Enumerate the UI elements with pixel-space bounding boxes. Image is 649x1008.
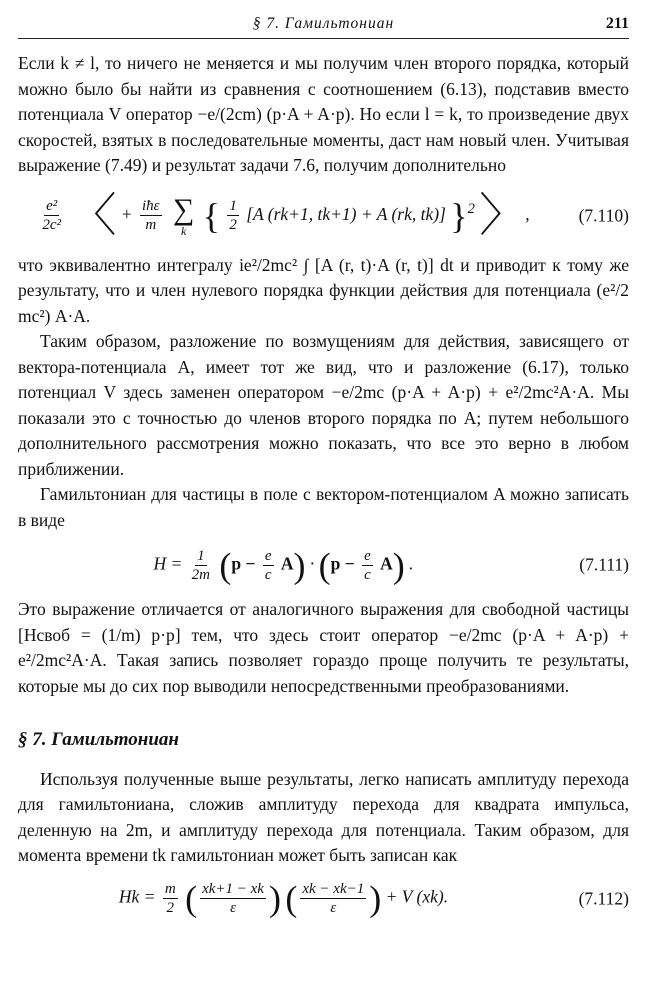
vector-a: A — [380, 553, 393, 574]
equation-7-112-body — [119, 880, 448, 917]
paragraph-5: Это выражение отличается от аналогичного выражения для свободной частицы [Hсвоб = (1/m) p·p] тем, что здесь стоит оператор −e/2mc (p·A + A·p) + e²/2mc²A·A. Такая запись позволяет гораздо проще получить те результаты, которые мы до сих пор выводили непосредственными преобразованиями. — [18, 599, 629, 696]
right-brace-icon: } — [450, 195, 468, 236]
potential-term: + V (xk). — [385, 886, 449, 907]
trailing-punct: , — [525, 203, 530, 224]
left-paren-icon: ( — [185, 878, 198, 919]
exponent: 2 — [467, 200, 475, 217]
equation-number: (7.110) — [578, 204, 629, 225]
section-heading: § 7. Гамильтониан — [18, 729, 179, 750]
right-paren-icon: ) — [293, 545, 306, 585]
book-page — [0, 8, 649, 1008]
fraction: $\frac{e}{c}$ — [364, 547, 371, 583]
page-number: 211 — [605, 15, 629, 32]
fraction: $\frac{\text{e²}}{\text{2c²}}$ — [42, 198, 62, 233]
equation-7-110-body — [37, 189, 530, 241]
paragraph-1: Если k ≠ l, то ничего не меняется и мы получим член второго порядка, который можно было бы найти из сравнения с соотношением (6.13), подставив вместо потенциала V оператор −e/(2cm) (p·A + A·p). Но если l = k, то произведение двух скоростей, взятых в последовательные моменты, даст нам новый член. Учитывая выражение (7.49) и результат задачи 7.6, получим дополнительно — [18, 53, 629, 175]
sigma-icon: ∑ — [172, 192, 195, 226]
vector-a: A — [280, 553, 294, 574]
paragraph-6: Используя полученные выше результаты, легко написать амплитуду перехода для гамильтониана, сложив амплитуду перехода для квадрата импульса, деленную на 2m, и амплитуду перехода для потенциала. Таким образом, для момента времени tk гамильтониан может быть записан как — [18, 768, 629, 865]
running-title: § 7. Гамильтониан — [252, 15, 395, 32]
fraction: $\frac{1}{2}$ — [229, 198, 237, 233]
fraction: $\frac{m}{2}$ — [164, 881, 176, 916]
fraction: $\frac{e}{c}$ — [264, 547, 272, 583]
equation-7-111 — [18, 533, 629, 597]
paragraph-2: что эквивалентно интегралу ie²/2mc² ∫ [A (r, t)·A (r, t)] dt и приводит к тому же результату, что и член нулевого порядка функции действия для потенциала (e²/2 mc²) A·A. — [18, 254, 629, 326]
lhs: Hk = — [118, 886, 156, 907]
equation-7-110 — [18, 179, 629, 253]
factor-b: p − — [330, 553, 355, 574]
right-paren-icon: ) — [369, 878, 382, 919]
fraction: $\frac{xk+1 - xk}{\varepsilon}$ — [202, 881, 264, 916]
fraction: $\frac{1}{2m}$ — [191, 547, 210, 583]
right-angle-bracket-icon: 〉 — [479, 189, 526, 241]
summation-operator: ∑ k — [172, 192, 195, 238]
right-paren-icon: ) — [268, 878, 281, 919]
factor-a: p − — [231, 553, 256, 574]
left-paren-icon: ( — [285, 878, 298, 919]
page-header — [18, 8, 629, 39]
vector-sum: [A (rk+1, tk+1) + A (rk, tk)] — [246, 203, 446, 224]
equation-number: (7.112) — [578, 887, 629, 908]
lhs: H = — [153, 553, 183, 574]
left-brace-icon: { — [202, 195, 220, 236]
left-paren-icon: ( — [318, 545, 331, 585]
right-paren-icon: ) — [392, 545, 405, 585]
paragraph-4: Гамильтониан для частицы в поле с вектором-потенциалом A можно записать в виде — [18, 484, 629, 530]
paragraph-3: Таким образом, разложение по возмущениям для действия, зависящего от вектора-потенциала A, имеет тот же вид, что и разложение (6.17), только потенциал V здесь заменен оператором −e/2mc (p·A + A·p) + e²/2mc²A·A. Мы показали это с точностью до членов второго порядка по A; путем небольшого дополнительного рассмотрения можно показать, что все это верно в любом приближении. — [18, 331, 629, 479]
dot-operator: · — [309, 553, 315, 574]
equation-7-112 — [18, 869, 629, 929]
equation-number: (7.111) — [579, 554, 629, 575]
left-angle-bracket-icon: 〈 — [70, 189, 117, 241]
left-paren-icon: ( — [219, 545, 232, 585]
plus-sign: + — [120, 203, 133, 224]
equation-7-111-body — [153, 547, 413, 584]
trailing-punct: . — [409, 553, 414, 574]
fraction: $\frac{xk - xk-1}{\varepsilon}$ — [302, 881, 365, 916]
fraction: $\frac{\text{iħε}}{m}$ — [141, 198, 160, 233]
